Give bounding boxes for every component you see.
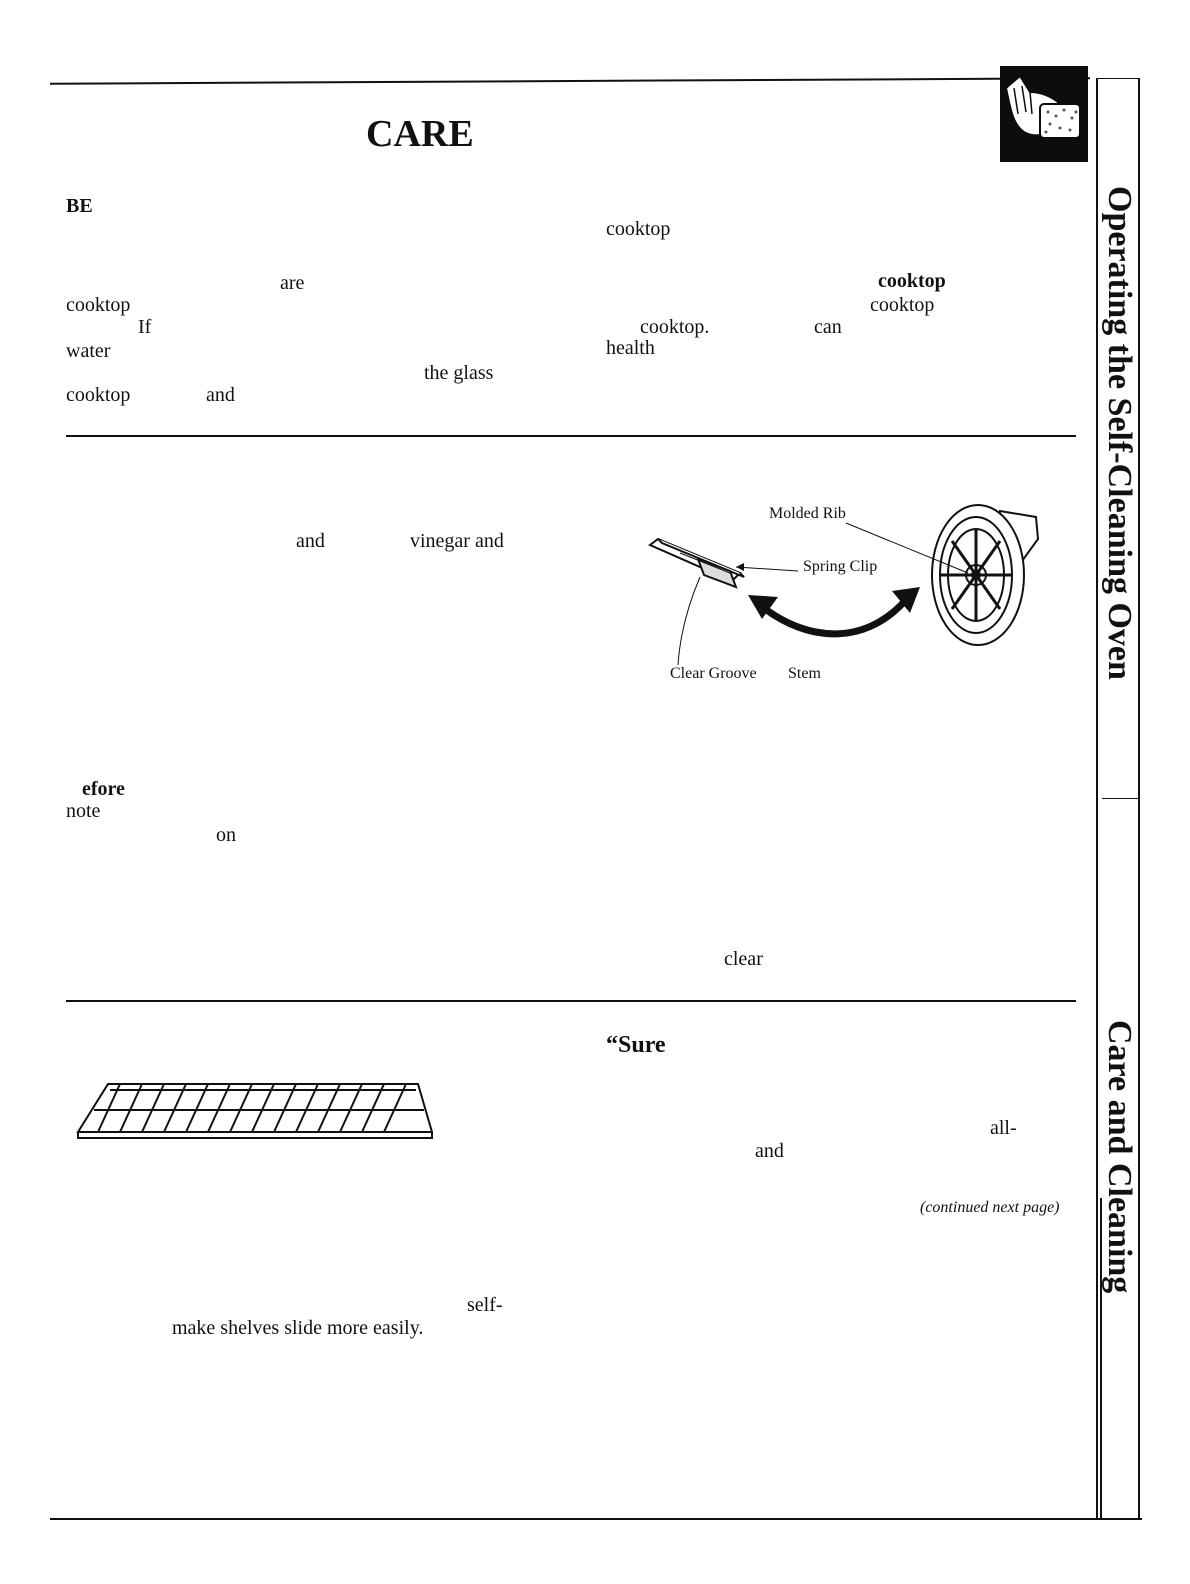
- oven-shelf-illustration: [72, 1074, 436, 1144]
- s1-word-cooktop-period: cooktop.: [640, 316, 710, 338]
- shelf-wire: [252, 1084, 274, 1132]
- hand-sponge-icon: [1000, 66, 1088, 162]
- knob-stem-diagram: [640, 495, 1060, 695]
- shelf-wire: [362, 1084, 384, 1132]
- s3-word-all: all-: [990, 1117, 1017, 1139]
- side-tab-right-edge: [1138, 78, 1140, 1518]
- side-tab-top-edge: [1096, 78, 1140, 79]
- label-clear-groove: Clear Groove: [670, 665, 757, 682]
- shelf-wire: [318, 1084, 340, 1132]
- s1-word-be: BE: [66, 195, 93, 217]
- shelf-wire: [208, 1084, 230, 1132]
- shelf-wire: [230, 1084, 252, 1132]
- bottom-rule: [50, 1518, 1142, 1520]
- continued-note: (continued next page): [920, 1199, 1060, 1216]
- s1-word-cooktop-bottom: cooktop: [66, 384, 131, 406]
- shelf-wire: [164, 1084, 186, 1132]
- s3-word-self: self-: [467, 1294, 503, 1316]
- shelf-wire: [98, 1084, 120, 1132]
- s2-word-vinegar-and: vinegar and: [410, 530, 504, 552]
- s1-word-are: are: [280, 272, 305, 294]
- s1-word-and: and: [206, 384, 235, 406]
- shelf-wire: [186, 1084, 208, 1132]
- s1-word-cooktop-bold: cooktop: [878, 270, 946, 292]
- s3-word-and: and: [755, 1140, 784, 1162]
- s3-word-sure: “Sure: [606, 1032, 666, 1058]
- s1-word-cooktop-left: cooktop: [66, 294, 131, 316]
- s2-word-clear: clear: [724, 948, 763, 970]
- page-title: CARE: [366, 113, 474, 155]
- side-tab-left-edge: [1096, 78, 1098, 1518]
- s2-word-note: note: [66, 800, 101, 822]
- shelf-wire: [296, 1084, 318, 1132]
- s1-word-can: can: [814, 316, 842, 338]
- s1-word-health: health: [606, 337, 655, 359]
- shelf-wire: [120, 1084, 142, 1132]
- shelf-wire: [384, 1084, 406, 1132]
- label-spring-clip: Spring Clip: [803, 558, 878, 575]
- s3-make-shelves: make shelves slide more easily.: [172, 1317, 424, 1339]
- side-tab-operating: Operating the Self-Cleaning Oven: [1101, 186, 1138, 680]
- section-divider-2: [66, 1000, 1076, 1002]
- top-rule: [50, 77, 1090, 84]
- side-tab-care-cleaning: Care and Cleaning: [1101, 1020, 1138, 1294]
- side-tab-divider: [1102, 798, 1138, 799]
- shelf-wire: [340, 1084, 362, 1132]
- s1-word-the-glass: the glass: [424, 362, 494, 384]
- s2-word-before: efore: [82, 778, 125, 800]
- shelf-wire: [274, 1084, 296, 1132]
- label-stem: Stem: [788, 665, 821, 682]
- label-molded-rib: Molded Rib: [769, 505, 846, 522]
- section-divider-1: [66, 435, 1076, 437]
- s1-word-cooktop-right: cooktop: [870, 294, 935, 316]
- s2-word-and: and: [296, 530, 325, 552]
- s1-word-if: If: [138, 316, 152, 338]
- s1-word-cooktop-top: cooktop: [606, 218, 671, 240]
- shelf-wire: [142, 1084, 164, 1132]
- s1-word-water: water: [66, 340, 111, 362]
- s2-word-on: on: [216, 824, 236, 846]
